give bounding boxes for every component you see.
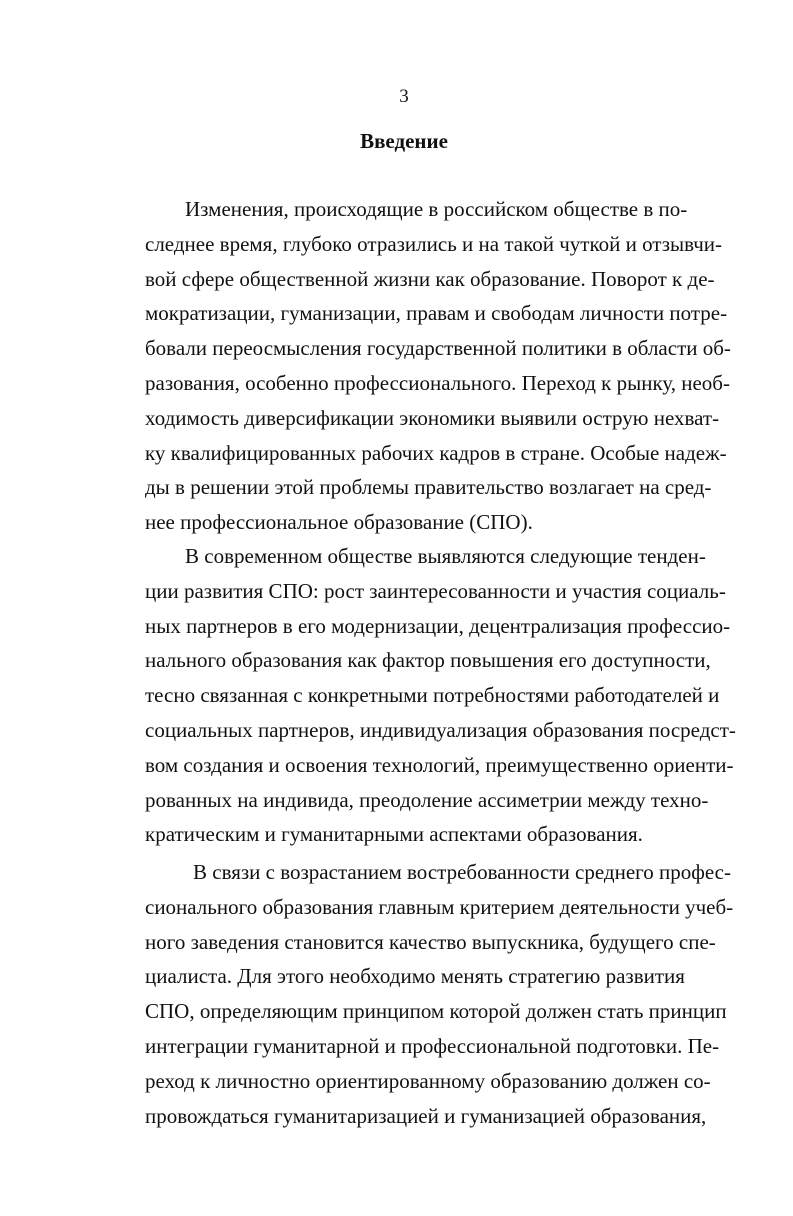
paragraph-line: разования, особенно профессионального. Переход к рынку, необ- xyxy=(145,370,730,395)
paragraph-3 xyxy=(145,855,734,1133)
paragraph-line: ку квалифицированных рабочих кадров в стране. Особые надеж- xyxy=(145,440,727,465)
paragraph-line: мократизации, гуманизации, правам и свободам личности потре- xyxy=(145,301,728,326)
paragraph-line: социальных партнеров, индивидуализация образования посредст- xyxy=(145,717,736,742)
paragraph-line: провождаться гуманитаризацией и гуманизацией образования, xyxy=(145,1103,707,1128)
paragraph-line: рованных на индивида, преодоление ассиметрии между техно- xyxy=(145,787,709,812)
paragraph-line: Изменения, происходящие в российском обществе в по- xyxy=(185,197,688,221)
paragraph-2 xyxy=(145,539,736,852)
paragraph-line: ды в решении этой проблемы правительство возлагает на сред- xyxy=(145,475,712,500)
paragraph-line: ного заведения становится качество выпускника, будущего спе- xyxy=(145,929,716,954)
paragraph-line: В связи с возрастанием востребованности среднего профес- xyxy=(193,860,731,884)
paragraph-1 xyxy=(145,192,731,540)
paragraph-line: ции развития СПО: рост заинтересованности и участия социаль- xyxy=(145,578,726,603)
section-title: Введение xyxy=(360,129,448,153)
paragraph-line: циалиста. Для этого необходимо менять стратегию развития xyxy=(145,964,685,989)
paragraph-line: ных партнеров в его модернизации, децентрализация профессио- xyxy=(145,613,731,638)
paragraph-line: ходимость диверсификации экономики выявили острую нехват- xyxy=(145,405,720,430)
paragraph-line: бовали переосмысления государственной политики в области об- xyxy=(145,336,731,361)
paragraph-line: В современном обществе выявляются следующие тенден- xyxy=(185,544,706,568)
paragraph-line: реход к личностно ориентированному образованию должен со- xyxy=(145,1068,711,1093)
paragraph-line: вой сфере общественной жизни как образование. Поворот к де- xyxy=(145,266,715,291)
paragraph-line: тесно связанная с конкретными потребностями работодателей и xyxy=(145,683,720,708)
page-number: 3 xyxy=(399,86,409,107)
paragraph-line: интеграции гуманитарной и профессиональной подготовки. Пе- xyxy=(145,1033,720,1058)
paragraph-line: сионального образования главным критерием деятельности учеб- xyxy=(145,894,734,919)
paragraph-line: кратическим и гуманитарными аспектами образования. xyxy=(145,822,643,847)
paragraph-line: СПО, определяющим принципом которой должен стать принцип xyxy=(145,999,727,1024)
paragraph-line: следнее время, глубоко отразились и на такой чуткой и отзывчи- xyxy=(145,231,723,256)
paragraph-line: вом создания и освоения технологий, преимущественно ориенти- xyxy=(145,752,734,777)
paragraph-line: нее профессиональное образование (СПО). xyxy=(145,510,533,535)
paragraph-line: нального образования как фактор повышения его доступности, xyxy=(145,648,711,673)
